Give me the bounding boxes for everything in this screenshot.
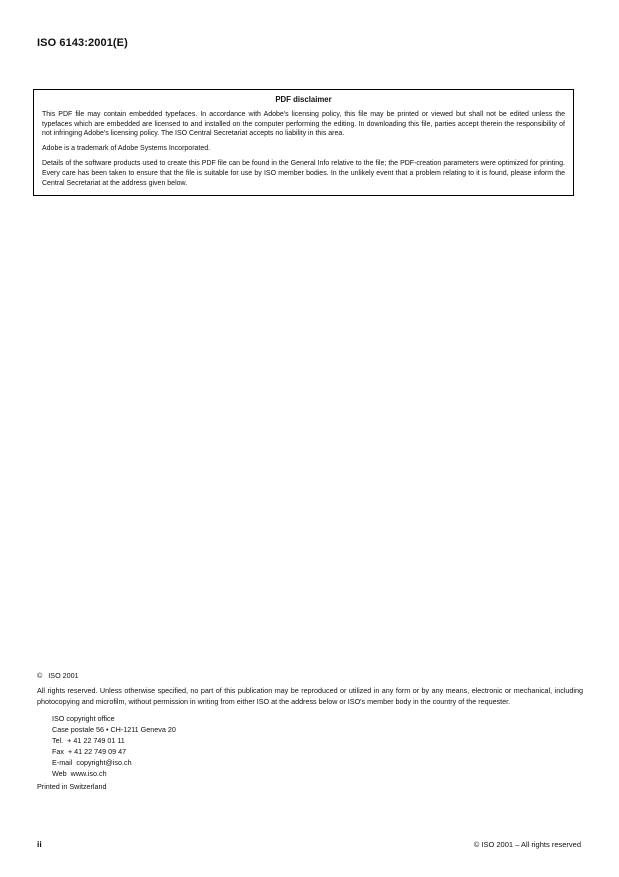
disclaimer-paragraph-3: Details of the software products used to create this PDF file can be found in the General Info relative to the file; the PDF-creation parameters were optimized for printing. Every care has been taken to ensure that the file is suitable for use by ISO member bodies. In the unlikely event that a problem relating to it is found, please inform the Central Secretariat at the address given below. (42, 160, 565, 187)
disclaimer-paragraph-1: This PDF file may contain embedded typefaces. In accordance with Adobe's licensing policy, this file may be printed or viewed but shall not be edited unless the typefaces which are embedded are licensed to and installed on the computer performing the editing. In downloading this file, parties accept therein the responsibility of not infringing Adobe's licensing policy. The ISO Central Secretariat accepts no liability in this area. (42, 111, 565, 138)
printed-in: Printed in Switzerland (37, 782, 107, 791)
copyright-block (37, 670, 583, 792)
page-footer (37, 839, 581, 849)
footer-copyright: © ISO 2001 – All rights reserved (473, 840, 581, 849)
page-number: ii (37, 839, 42, 849)
address-block (52, 713, 583, 779)
disclaimer-title: PDF disclaimer (275, 95, 332, 104)
pdf-disclaimer-box (33, 89, 574, 196)
address-line-tel: Tel. + 41 22 749 01 11 (52, 736, 125, 745)
address-line-office: ISO copyright office (52, 714, 115, 723)
copyright-notice: © ISO 2001 (37, 671, 79, 680)
disclaimer-paragraph-2: Adobe is a trademark of Adobe Systems Incorporated. (42, 145, 211, 153)
address-line-web: Web www.iso.ch (52, 769, 107, 778)
address-line-fax: Fax + 41 22 749 09 47 (52, 747, 127, 756)
rights-text: All rights reserved. Unless otherwise specified, no part of this publication may be reproduced or utilized in any form or by any means, electronic or mechanical, including photocopying and microfilm, without permission in writing from either ISO at the address below or ISO's member body in the country of the requester. (37, 686, 583, 706)
address-line-email: E-mail copyright@iso.ch (52, 758, 132, 767)
address-line-postal: Case postale 56 • CH-1211 Geneva 20 (52, 725, 176, 734)
document-reference: ISO 6143:2001(E) (37, 37, 128, 49)
